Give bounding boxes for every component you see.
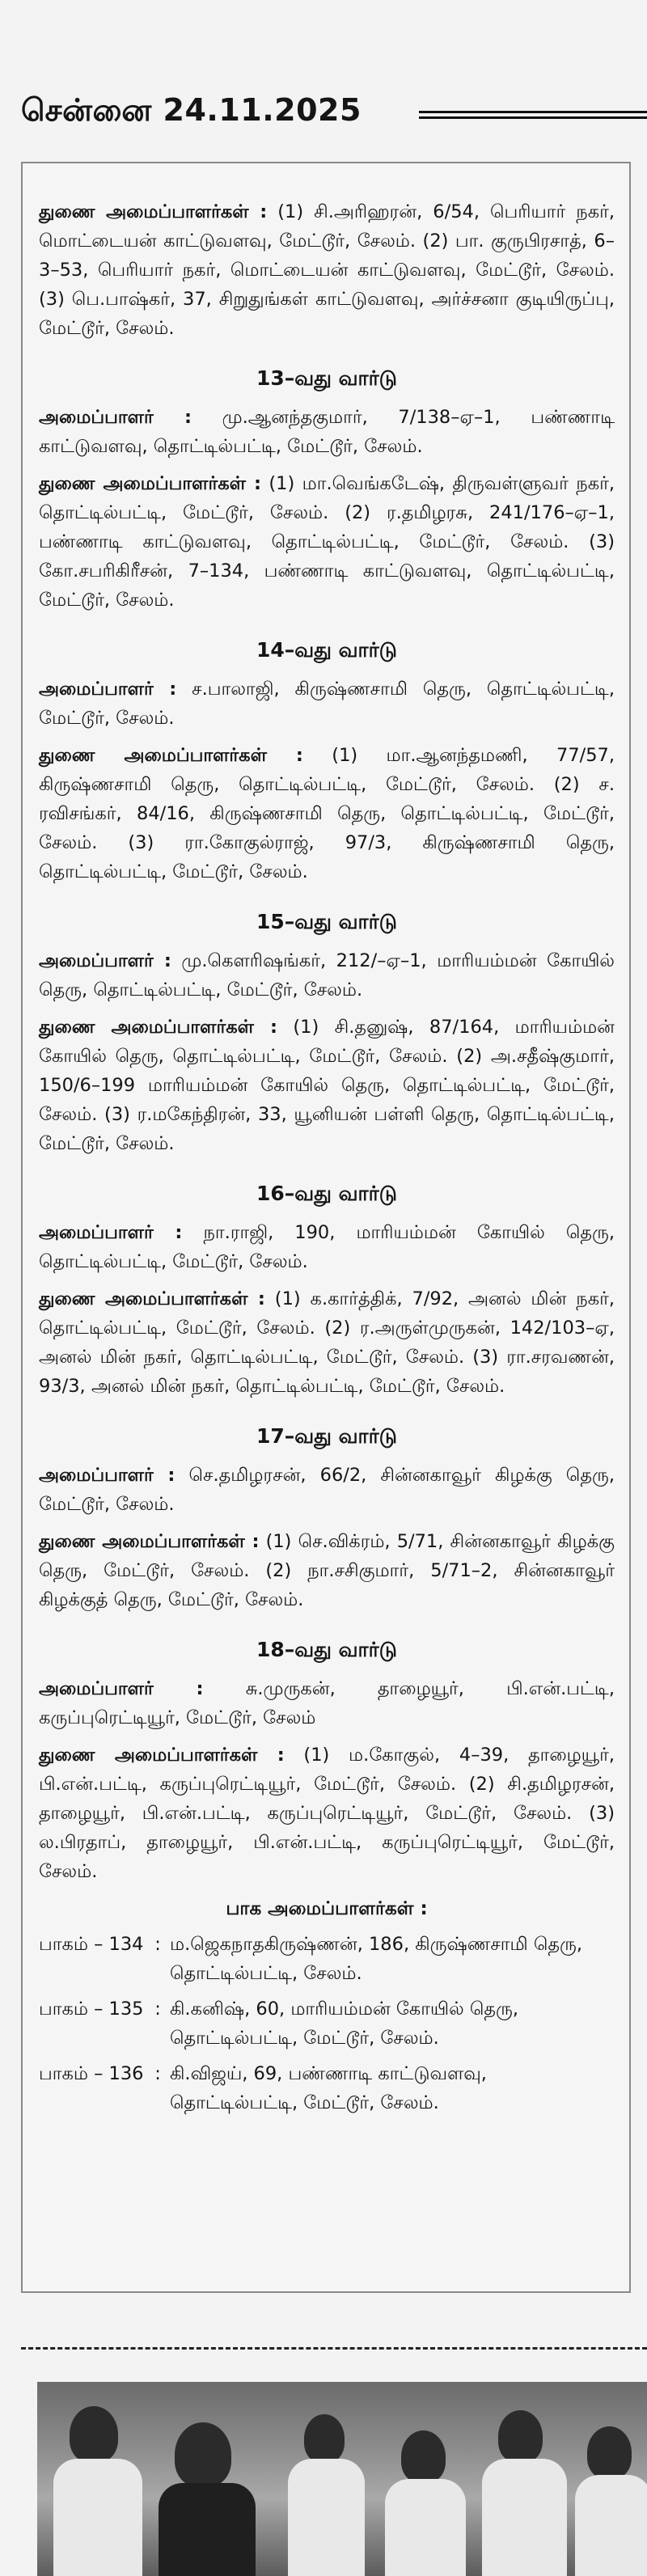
article-box	[21, 162, 631, 2293]
dashed-separator	[21, 2347, 647, 2350]
title-rule	[419, 111, 647, 119]
ward-heading: 17–வது வார்டு	[256, 1424, 397, 1448]
member-paragraph	[39, 1674, 615, 1732]
member-details: (1) மா.ஆனந்தமணி, 77/57, கிருஷ்ணசாமி தெரு, தொட்டில்பட்டி, மேட்டூர், சேலம். (2) ச. ரவிசங்கர், 84/16, கிருஷ்ணசாமி தெரு, தொட்டில்பட்டி, மேட்டூர், சேலம். (3) ரா.கோகுல்ராஜ், 97/3, கிருஷ்ணசாமி தெரு, தொட்டில்பட்டி, மேட்டூர், சேலம்.	[39, 745, 615, 882]
member-paragraph	[39, 1284, 615, 1401]
bagam-colon: :	[154, 1999, 161, 2020]
role-label: துணை அமைப்பாளர்கள் :	[39, 1745, 285, 1766]
page-title: சென்னை 24.11.2025	[21, 92, 362, 128]
role-label: அமைப்பாளர் :	[39, 950, 171, 971]
member-details: (1) க.கார்த்திக், 7/92, அனல் மின் நகர், தொட்டில்பட்டி, மேட்டூர், சேலம். (2) ர.அருள்முருகன், 142/103–ஏ, அனல் மின் நகர், தொட்டில்பட்டி, மேட்டூர், சேலம். (3) ரா.சரவணன், 93/3, அனல் மின் நகர், தொட்டில்பட்டி, மேட்டூர், சேலம்.	[39, 1288, 615, 1397]
member-details: ச.பாலாஜி, கிருஷ்ணசாமி தெரு, தொட்டில்பட்டி, மேட்டூர், சேலம்.	[39, 679, 615, 729]
event-photo	[37, 2382, 647, 2576]
bagam-label: பாகம் – 134	[39, 1934, 144, 1955]
member-paragraph	[39, 1013, 615, 1158]
bagam-heading: பாக அமைப்பாளர்கள் :	[226, 1898, 428, 1919]
member-paragraph	[39, 469, 615, 615]
bagam-label: பாகம் – 135	[39, 1999, 144, 2020]
member-details: (1) ம.கோகுல், 4–39, தாழையூர், பி.என்.பட்டி, கருப்புரெட்டியூர், மேட்டூர், சேலம். (2) சி.தமிழரசன், தாழையூர், பி.என்.பட்டி, கருப்புரெட்டியூர், மேட்டூர், சேலம். (3) ல.பிரதாப், தாழையூர், பி.என்.பட்டி, கருப்புரெட்டியூர், மேட்டூர், சேலம்.	[39, 1745, 615, 1882]
bagam-row	[39, 2059, 615, 2117]
member-details: செ.தமிழரசன், 66/2, சின்னகாவூர் கிழக்கு தெரு, மேட்டூர், சேலம்.	[39, 1465, 615, 1515]
role-label: துணை அமைப்பாளர்கள் :	[39, 1531, 260, 1552]
role-label: துணை அமைப்பாளர்கள் :	[39, 1017, 277, 1038]
member-details: (1) செ.விக்ரம், 5/71, சின்னகாவூர் கிழக்கு தெரு, மேட்டூர், சேலம். (2) நா.சசிகுமார், 5/71–2, சின்னகாவூர் கிழக்குத் தெரு, மேட்டூர், சேலம்.	[39, 1531, 615, 1610]
bagam-row	[39, 1994, 615, 2053]
role-label: அமைப்பாளர் :	[39, 1465, 175, 1486]
ward-heading: 16–வது வார்டு	[256, 1182, 397, 1205]
role-label: அமைப்பாளர் :	[39, 679, 177, 700]
role-label: அமைப்பாளர் :	[39, 407, 192, 428]
member-details: (1) மா.வெங்கடேஷ், திருவள்ளுவர் நகர், தொட்டில்பட்டி, மேட்டூர், சேலம். (2) ர.தமிழரசு, 241/176–ஏ–1, பண்ணாடி காட்டுவளவு, தொட்டில்பட்டி, மேட்டூர், சேலம். (3) கோ.சபரிகிரீசன், 7–134, பண்ணாடி காட்டுவளவு, தொட்டில்பட்டி, மேட்டூர், சேலம்.	[39, 473, 615, 611]
member-details: (1) சி.அரிஹரன், 6/54, பெரியார் நகர், மொட்டையன் காட்டுவளவு, மேட்டூர், சேலம். (2) பா. குருபிரசாத், 6–3–53, பெரியார் நகர், மொட்டையன் காட்டுவளவு, மேட்டூர், சேலம். (3) பெ.பாஷ்கர், 37, சிறுதுங்கள் காட்டுவளவு, அர்ச்சனா குடியிருப்பு, மேட்டூர், சேலம்.	[39, 201, 615, 339]
role-label: துணை அமைப்பாளர்கள் :	[39, 1288, 265, 1309]
member-details: (1) சி.தனுஷ், 87/164, மாரியம்மன் கோயில் தெரு, தொட்டில்பட்டி, மேட்டூர், சேலம். (2) அ.சதீஷ்குமார், 150/6–199 மாரியம்மன் கோயில் தெரு, தொட்டில்பட்டி, மேட்டூர், சேலம். (3) ர.மகேந்திரன், 33, யூனியன் பள்ளி தெரு, தொட்டில்பட்டி, மேட்டூர், சேலம்.	[39, 1017, 615, 1154]
member-paragraph	[39, 1527, 615, 1614]
member-details: மு.கௌரிஷங்கர், 212/–ஏ–1, மாரியம்மன் கோயில் தெரு, தொட்டில்பட்டி, மேட்டூர், சேலம்.	[39, 950, 615, 1000]
member-paragraph	[39, 1218, 615, 1276]
ward-heading: 18–வது வார்டு	[256, 1638, 397, 1661]
bagam-details: ம.ஜெகநாதகிருஷ்ணன், 186, கிருஷ்ணசாமி தெரு, தொட்டில்பட்டி, சேலம்.	[170, 1934, 583, 1984]
ward-heading: 13–வது வார்டு	[256, 366, 397, 390]
member-paragraph	[39, 1741, 615, 1886]
ward-heading: 14–வது வார்டு	[256, 638, 397, 662]
bagam-details: கி.கனிஷ், 60, மாரியம்மன் கோயில் தெரு, தொட்டில்பட்டி, மேட்டூர், சேலம்.	[170, 1999, 519, 2049]
member-paragraph	[39, 197, 615, 343]
member-paragraph	[39, 1461, 615, 1519]
member-paragraph	[39, 675, 615, 733]
role-label: துணை அமைப்பாளர்கள் :	[39, 201, 268, 222]
bagam-colon: :	[154, 1934, 161, 1955]
masthead	[21, 91, 647, 142]
bagam-details: கி.விஜய், 69, பண்ணாடி காட்டுவளவு, தொட்டில்பட்டி, மேட்டூர், சேலம்.	[170, 2063, 487, 2113]
role-label: அமைப்பாளர் :	[39, 1678, 204, 1699]
member-paragraph	[39, 741, 615, 886]
member-details: மு.ஆனந்தகுமார், 7/138–ஏ–1, பண்ணாடி காட்டுவளவு, தொட்டில்பட்டி, மேட்டூர், சேலம்.	[39, 407, 615, 457]
bagam-row	[39, 1930, 615, 1988]
member-paragraph	[39, 946, 615, 1005]
role-label: அமைப்பாளர் :	[39, 1222, 183, 1243]
member-paragraph	[39, 403, 615, 461]
bagam-label: பாகம் – 136	[39, 2063, 144, 2084]
member-details: சு.முருகன், தாழையூர், பி.என்.பட்டி, கருப்புரெட்டியூர், மேட்டூர், சேலம்	[39, 1678, 615, 1728]
role-label: துணை அமைப்பாளர்கள் :	[39, 473, 261, 494]
member-details: நா.ராஜி, 190, மாரியம்மன் கோயில் தெரு, தொட்டில்பட்டி, மேட்டூர், சேலம்.	[39, 1222, 615, 1272]
ward-heading: 15–வது வார்டு	[256, 910, 397, 933]
role-label: துணை அமைப்பாளர்கள் :	[39, 745, 303, 766]
bagam-colon: :	[154, 2063, 161, 2084]
article-content	[39, 197, 615, 2124]
